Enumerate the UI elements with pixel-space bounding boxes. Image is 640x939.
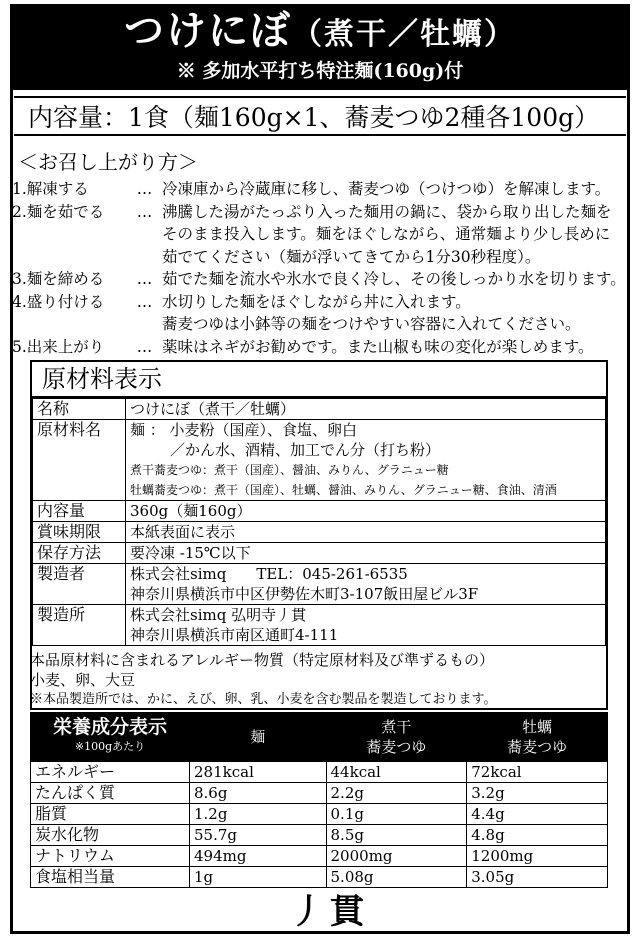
- col-header-line: 麺: [250, 728, 266, 746]
- row-value: つけにぼ（煮干／牡蠣）: [126, 399, 606, 420]
- allergy-section: [30, 650, 608, 710]
- materials-line: 煮干蕎麦つゆ：煮干（国産）、醤油、みりん、グラニュー糖: [130, 463, 449, 477]
- nutrient-value: 8.5g: [326, 825, 467, 846]
- nutrient-value: 1.2g: [190, 804, 327, 825]
- nutrient-value: 281kcal: [190, 762, 327, 783]
- col-header-line: 蕎麦つゆ: [507, 738, 568, 756]
- step-label: 3.麺を締める: [12, 270, 105, 288]
- nutrient-value: 2000mg: [326, 846, 467, 867]
- col-header-line: 蕎麦つゆ: [366, 738, 427, 756]
- nutrient-label: 炭水化物: [31, 825, 190, 846]
- nutrient-label: 食塩相当量: [31, 867, 190, 888]
- step-line: 冷凍庫から冷蔵庫に移し、蕎麦つゆ（つけつゆ）を解凍します。: [162, 180, 611, 198]
- factory-line: 株式会社simq 弘明寺丿貫: [130, 606, 307, 624]
- step-line: 薬味はネギがお勧めです。また山椒も味の変化が楽しめます。: [162, 337, 594, 356]
- table-row: [33, 564, 606, 605]
- step-text: [162, 201, 628, 269]
- step-label: 5.出来上がり: [12, 337, 105, 356]
- title-sub: （煮干／牡蠣）: [292, 17, 516, 52]
- step-label: 2.麺を茹でる: [12, 202, 105, 221]
- step-dots: …: [136, 270, 153, 288]
- header-banner: [10, 4, 630, 90]
- step-3: [12, 268, 628, 291]
- step-1: [12, 178, 628, 201]
- nutrient-value: 3.2g: [467, 783, 608, 804]
- nutrient-label: エネルギー: [31, 762, 190, 783]
- nutrient-value: 55.7g: [190, 825, 327, 846]
- ingredients-title: 原材料表示: [32, 362, 606, 398]
- materials-line: 麺 ： 小麦粉（国産）、食塩、卵白: [130, 421, 358, 439]
- nutrient-label: 脂質: [31, 804, 190, 825]
- step-label: 1.解凍する: [12, 180, 89, 198]
- materials-line: 牡蠣蕎麦つゆ：煮干（国産）、牡蠣、醤油、みりん、グラニュー糖、食油、清酒: [130, 483, 557, 497]
- howto-title: ＜お召し上がり方＞: [18, 150, 198, 174]
- step-4: [12, 291, 628, 336]
- howto-steps: [12, 178, 628, 358]
- table-row: [31, 825, 608, 846]
- title-main: つけにぼ: [124, 7, 292, 54]
- step-line: そのまま投入します。麺をほぐしながら、通常麺より少し長めに: [162, 225, 611, 243]
- row-value: [126, 420, 606, 501]
- col-header-niboshi: [326, 713, 467, 762]
- row-label: 製造者: [33, 564, 126, 605]
- row-label: 名称: [33, 399, 126, 420]
- col-header-line: 牡蠣: [522, 718, 553, 736]
- step-line: 水切りした麺をほぐしながら丼に入れます。: [162, 292, 471, 311]
- nutrient-label: ナトリウム: [31, 846, 190, 867]
- nutrition-header-row: [31, 713, 608, 762]
- nutrient-value: 0.1g: [326, 804, 467, 825]
- step-text: [162, 268, 628, 291]
- product-title: [10, 8, 630, 58]
- col-header-oyster: [467, 713, 608, 762]
- row-label: 保存方法: [33, 543, 126, 564]
- table-row: [33, 543, 606, 564]
- step-dots: …: [136, 180, 153, 198]
- nutrient-value: 4.4g: [467, 804, 608, 825]
- row-label: 賞味期限: [33, 522, 126, 543]
- col-header-noodle: [190, 713, 327, 762]
- allergy-items: 小麦、卵、大豆: [30, 671, 136, 689]
- allergy-note: ※本品製造所では、かに、えび、卵、乳、小麦を含む製品を製造しております。: [30, 692, 497, 707]
- nutrient-value: 4.8g: [467, 825, 608, 846]
- nutrient-value: 72kcal: [467, 762, 608, 783]
- nutrition-table: [30, 712, 608, 888]
- step-5: [12, 336, 628, 359]
- allergy-heading: 本品原材料に含まれるアレルギー物質（特定原材料及び準ずるもの）: [30, 651, 495, 669]
- nutrient-value: 3.05g: [467, 867, 608, 888]
- step-text: [162, 291, 628, 336]
- row-value: 本紙表面に表示: [126, 522, 606, 543]
- nutrient-value: 8.6g: [190, 783, 327, 804]
- step-line: 蕎麦つゆは小鉢等の麺をつけやすい容器に入れてください。: [162, 315, 581, 333]
- nutrition-per: ※100gあたり: [74, 740, 146, 753]
- step-dots: …: [136, 202, 153, 221]
- row-label: 製造所: [33, 605, 126, 646]
- row-value: 要冷凍 -15℃以下: [126, 543, 606, 564]
- table-row: [33, 420, 606, 501]
- materials-line: ／かん水、酒精、加工でん分（打ち粉）: [170, 441, 441, 459]
- row-label: 内容量: [33, 501, 126, 522]
- nutrient-value: 494mg: [190, 846, 327, 867]
- nutrient-value: 1200mg: [467, 846, 608, 867]
- title-note: ※ 多加水平打ち特注麺(160g)付: [176, 60, 464, 82]
- row-value: [126, 605, 606, 646]
- content-amount-line: 内容量：1食（麺160g×1、蕎麦つゆ2種各100g）: [14, 96, 626, 136]
- row-label: 原材料名: [33, 420, 126, 501]
- step-dots: …: [136, 292, 153, 311]
- nutrient-value: 1g: [190, 867, 327, 888]
- table-row: [33, 501, 606, 522]
- step-line: 茹でてください（麺が浮いてきてから1分30秒程度）。: [162, 247, 541, 266]
- nutrition-section: [30, 712, 608, 888]
- nutrition-title-cell: [31, 713, 190, 762]
- factory-line: 神奈川県横浜市南区通町4-111: [130, 626, 339, 644]
- ingredients-table: [32, 398, 606, 646]
- nutrient-value: 44kcal: [326, 762, 467, 783]
- table-row: [33, 522, 606, 543]
- brand-seal: 丿貫: [290, 892, 370, 932]
- table-row: [33, 399, 606, 420]
- step-text: [162, 178, 628, 201]
- step-dots: …: [136, 337, 153, 356]
- table-row: [31, 846, 608, 867]
- step-label: 4.盛り付ける: [12, 292, 105, 311]
- nutrient-label: たんぱく質: [31, 783, 190, 804]
- step-line: 茹でた麺を流水や氷水で良く冷し、その後しっかり水を切ります。: [162, 270, 626, 288]
- col-header-line: 煮干: [381, 718, 412, 736]
- step-text: [162, 336, 628, 359]
- nutrient-value: 2.2g: [326, 783, 467, 804]
- table-row: [33, 605, 606, 646]
- step-line: 沸騰した湯がたっぷり入った麺用の鍋に、袋から取り出した麺を: [162, 202, 612, 221]
- maker-line: 神奈川県横浜市中区伊勢佐木町3-107飯田屋ビル3F: [130, 585, 479, 603]
- row-value: [126, 564, 606, 605]
- table-row: [31, 762, 608, 783]
- maker-line: 株式会社simq TEL：045-261-6535: [130, 565, 408, 583]
- row-value: 360g（麺160g）: [126, 501, 606, 522]
- nutrition-title: 栄養成分表示: [52, 716, 167, 738]
- step-2: [12, 201, 628, 269]
- table-row: [31, 804, 608, 825]
- nutrient-value: 5.08g: [326, 867, 467, 888]
- table-row: [31, 783, 608, 804]
